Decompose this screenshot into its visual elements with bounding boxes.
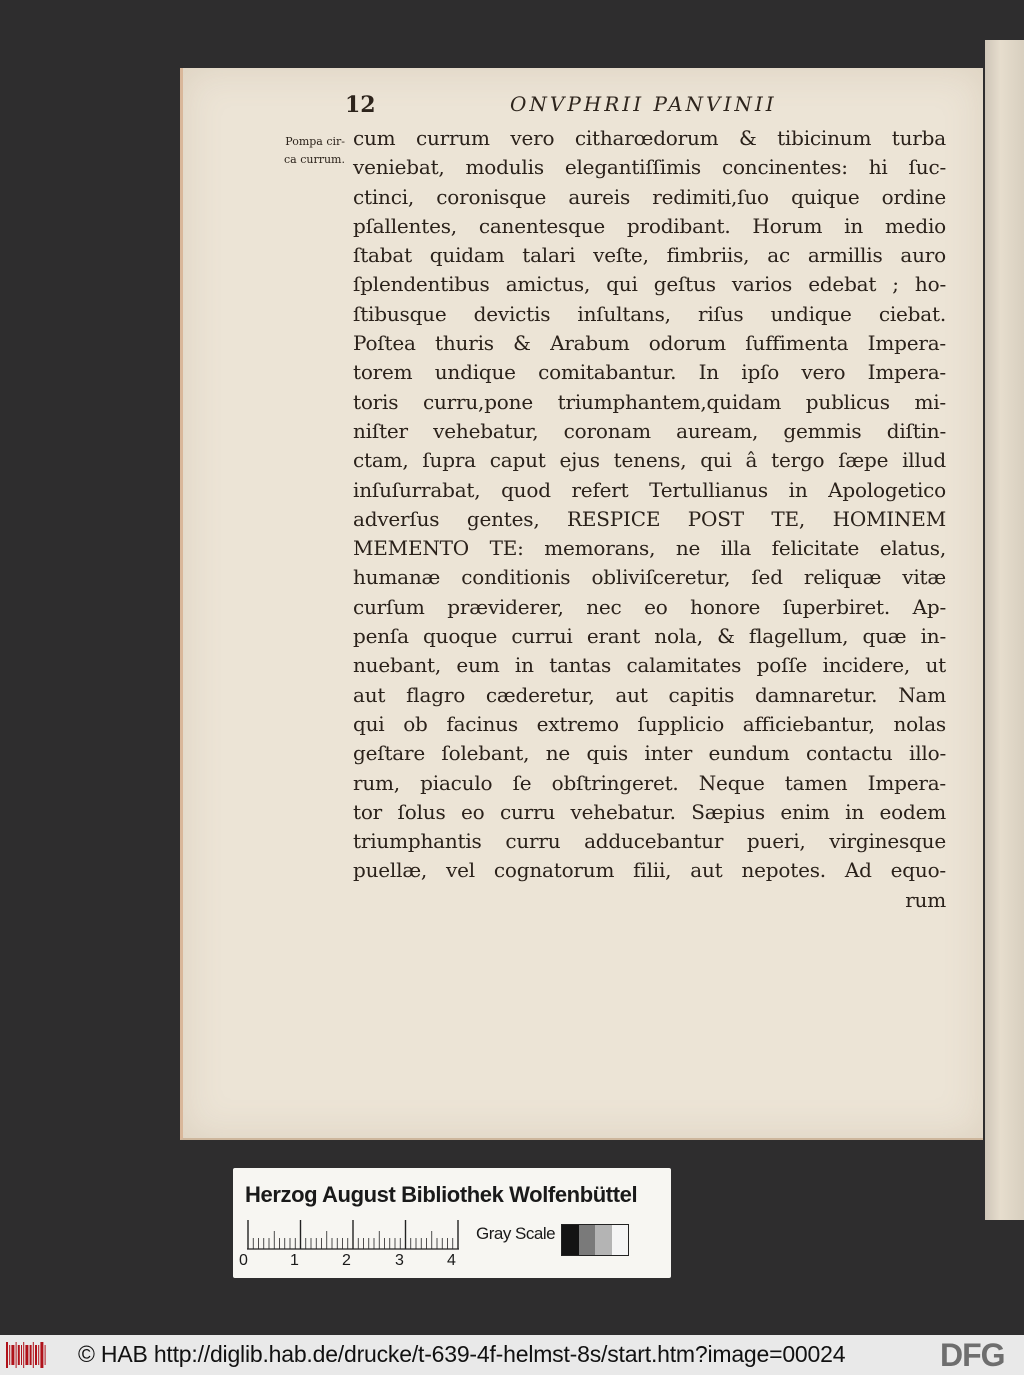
gray-swatch	[612, 1225, 629, 1255]
logo-bar	[21, 1345, 22, 1365]
ruler-scale	[247, 1220, 467, 1250]
gray-scale-label: Gray Scale	[476, 1224, 556, 1243]
text-line: triumphantis curru adducebantur pueri, virginesque	[353, 829, 946, 854]
text-line: penſa quoque currui erant nola, & flagellum, quæ in-	[353, 624, 946, 649]
text-line: rum	[905, 887, 946, 912]
adjacent-page-edge	[985, 40, 1024, 1220]
dfg-logo: DFG	[940, 1337, 1005, 1373]
text-line: geſtare ſolebant, ne quis inter eundum contactu illo-	[353, 741, 946, 766]
ruler-label: 4	[447, 1252, 456, 1269]
logo-bar	[35, 1345, 37, 1365]
logo-bar	[25, 1345, 28, 1365]
logo-bar	[33, 1342, 34, 1368]
text-line: aut flagro cæderetur, aut capitis damnaretur. Nam	[353, 682, 946, 707]
logo-bar	[30, 1345, 32, 1365]
gray-swatch	[562, 1225, 579, 1255]
gray-swatch	[579, 1225, 596, 1255]
logo-bar	[6, 1342, 8, 1368]
text-line: ſtibusque devictis inſultans, riſus undique ciebat.	[353, 301, 946, 326]
logo-bar	[23, 1342, 24, 1368]
logo-bar	[18, 1345, 20, 1365]
text-line: ſplendentibus amictus, qui geſtus varios edebat ; ho-	[353, 272, 946, 297]
logo-bar	[9, 1345, 10, 1365]
gray-scale-swatches	[561, 1224, 629, 1256]
logo-bar	[38, 1345, 39, 1365]
text-line: pſallentes, canentesque prodibant. Horum in medio	[353, 213, 946, 238]
library-name: Herzog August Bibliothek Wolfenbüttel	[245, 1182, 638, 1207]
running-head	[345, 92, 815, 120]
ruler-label: 2	[342, 1252, 351, 1269]
text-line: toris curru,pone triumphantem,quidam publicus mi-	[353, 389, 946, 414]
ruler-label: 1	[290, 1252, 299, 1269]
gray-swatch	[595, 1225, 612, 1255]
text-line: ctinci, coronisque aureis redimiti,ſuo quique ordine	[353, 184, 946, 209]
color-calibration-card	[233, 1168, 671, 1278]
footer-bar	[0, 1335, 1024, 1375]
ruler-label: 3	[395, 1252, 404, 1269]
text-line: cum currum vero citharœdorum & tibicinum turba	[353, 126, 946, 150]
ruler-labels	[239, 1252, 469, 1272]
text-line: nuebant, eum in tantas calamitates poſſe incidere, ut	[353, 653, 946, 678]
marginal-note	[257, 133, 345, 169]
logo-bar	[11, 1345, 14, 1365]
text-line: MEMENTO TE: memorans, ne illa felicitate elatus,	[353, 536, 946, 561]
page-number: 12	[345, 92, 376, 118]
copyright-url-text: © HAB http://diglib.hab.de/drucke/t-639-4f-helmst-8s/start.htm?image=00024	[78, 1341, 846, 1367]
text-line: adverſus gentes, RESPICE POST TE, HOMINEM	[353, 506, 946, 531]
hab-barcode-logo-icon	[6, 1342, 48, 1368]
logo-bar	[16, 1342, 17, 1368]
logo-bar	[45, 1345, 46, 1365]
text-line: Poſtea thuris & Arabum odorum ſuffimenta Impera-	[353, 331, 946, 356]
body-text	[353, 124, 946, 915]
running-title: ONVPHRII PANVINII	[510, 92, 777, 116]
text-line: curſum præviderer, nec eo honore ſuperbiret. Ap-	[353, 594, 946, 619]
marginal-note-line: ca currum.	[284, 153, 345, 166]
text-line: veniebat, modulis elegantiſſimis concinentes: hi ſuc-	[353, 155, 946, 180]
text-line: qui ob facinus extremo ſupplicio afficiebantur, nolas	[353, 711, 946, 736]
logo-bar	[40, 1342, 43, 1368]
text-line: torem undique comitabantur. In ipſo vero Impera-	[353, 360, 946, 385]
text-line: tor ſolus eo curru vehebatur. Sæpius enim in eodem	[353, 799, 946, 824]
text-line: rum, piaculo ſe obſtringeret. Neque tamen Impera-	[353, 770, 946, 795]
text-line: ctam, ſupra caput ejus tenens, qui â tergo ſæpe illud	[353, 448, 946, 473]
ruler-label: 0	[239, 1252, 248, 1269]
text-line: inſuſurrabat, quod refert Tertullianus in Apologetico	[353, 477, 946, 502]
text-line: puellæ, vel cognatorum filii, aut nepotes. Ad equo-	[353, 858, 946, 883]
text-line: niſter vehebatur, coronam auream, gemmis diſtin-	[353, 418, 946, 443]
text-line: ſtabat quidam talari veſte, fimbriis, ac armillis auro	[353, 243, 946, 268]
marginal-note-line: Pompa cir-	[285, 135, 345, 148]
text-line: humanæ conditionis obliviſceretur, ſed reliquæ vitæ	[353, 565, 946, 590]
